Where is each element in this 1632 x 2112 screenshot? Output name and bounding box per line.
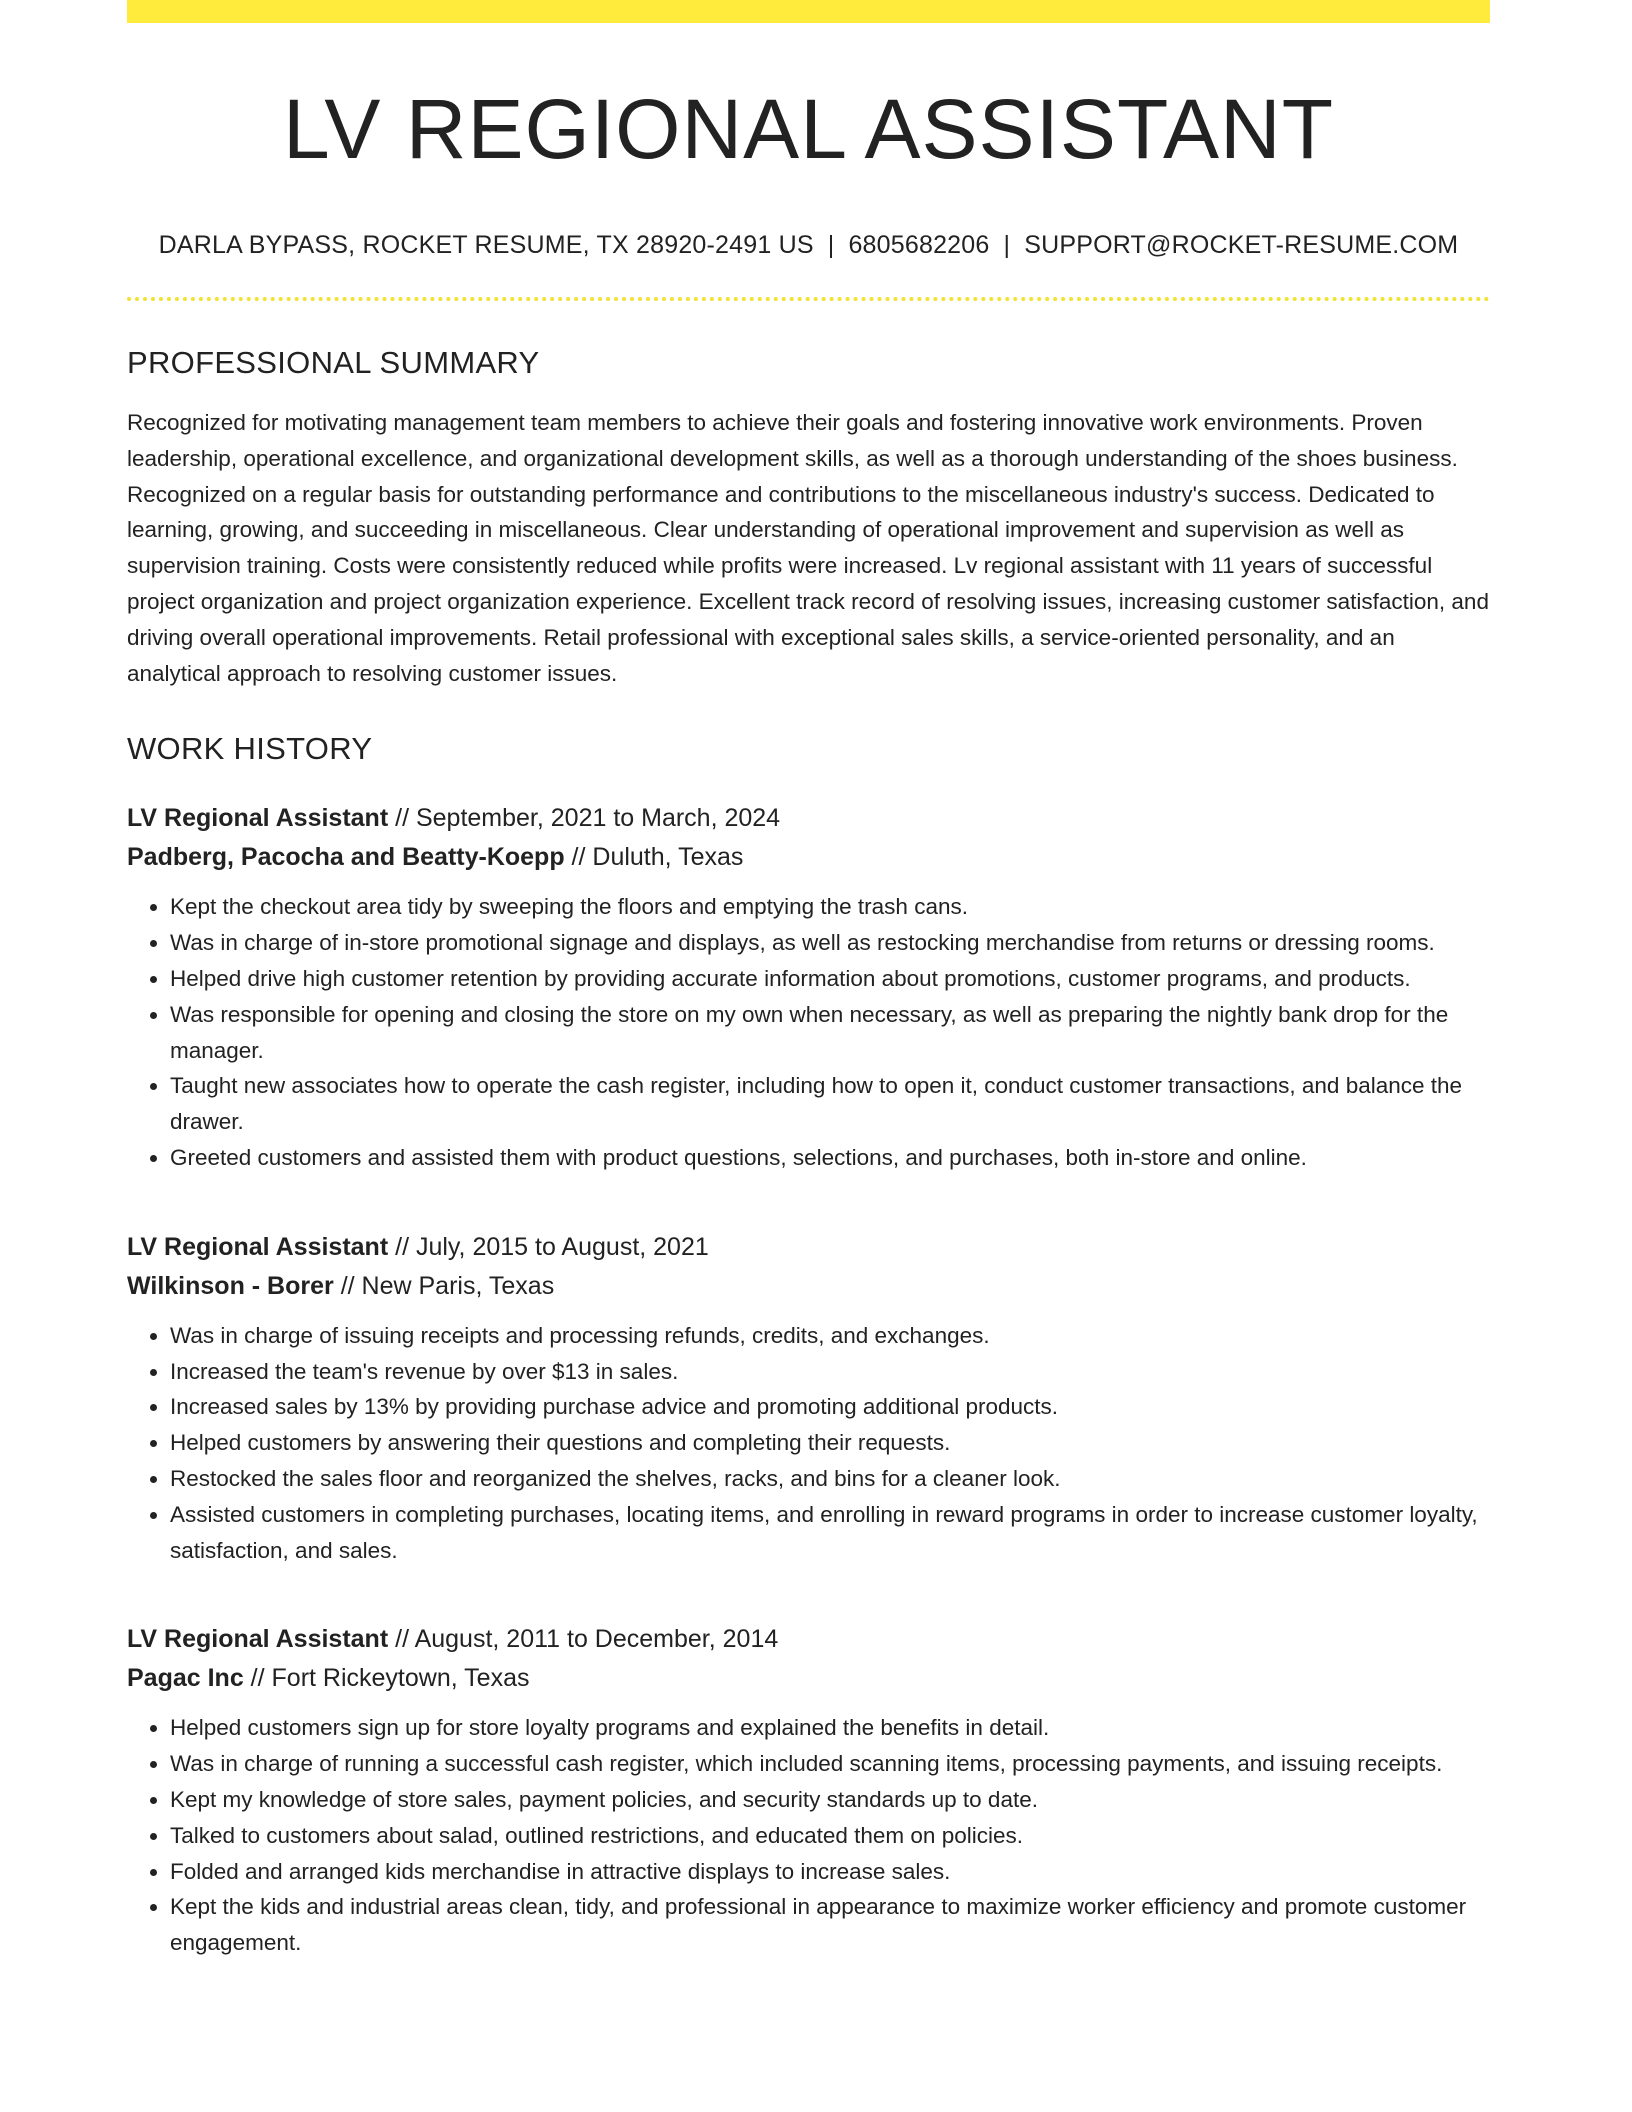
job-company-line — [127, 1659, 1490, 1698]
job-bullets — [127, 889, 1490, 1175]
resume-page — [127, 0, 1490, 1961]
job-role: LV Regional Assistant — [127, 1232, 389, 1261]
job-company: Wilkinson - Borer — [127, 1271, 334, 1300]
job-entry — [127, 1620, 1490, 1961]
job-bullet: • Was in charge of running a successful cash register, which included scanning items, processing payments, and issuing receipts. — [170, 1746, 1490, 1782]
job-bullet: • Helped customers sign up for store loyalty programs and explained the benefits in detail. — [170, 1710, 1490, 1746]
job-company-line — [127, 838, 1490, 877]
contact-line — [127, 231, 1490, 260]
contact-separator: | — [1003, 231, 1011, 259]
job-company: Pagac Inc — [127, 1664, 244, 1693]
job-bullet: • Helped drive high customer retention by providing accurate information about promotions, customer programs, and products. — [170, 961, 1490, 997]
contact-email: SUPPORT@ROCKET-RESUME.COM — [1024, 231, 1459, 259]
job-bullet: • Was responsible for opening and closing the store on my own when necessary, as well as preparing the nightly bank drop for the manager. — [170, 997, 1490, 1069]
job-location: // New Paris, Texas — [333, 1271, 555, 1300]
summary-text: Recognized for motivating management team members to achieve their goals and fostering innovative work environments. Proven leadership, operational excellence, and organizational development skills, as well as a thorough understanding of the shoes business. Recognized on a regular basis for outstanding performance and contributions to the miscellaneous industry's success. Dedicated to learning, growing, and succeeding in miscellaneous. Clear understanding of operational improvement and supervision as well as supervision training. Costs were consistently reduced while profits were increased. Lv regional assistant with 11 years of successful project organization and project organization experience. Excellent track record of resolving issues, increasing customer satisfaction, and driving overall operational improvements. Retail professional with exceptional sales skills, a service-oriented personality, and an analytical approach to resolving customer issues. — [127, 410, 1489, 686]
job-bullet: • Was in charge of issuing receipts and processing refunds, credits, and exchanges. — [170, 1318, 1490, 1354]
job-bullet: • Restocked the sales floor and reorganized the shelves, racks, and bins for a cleaner look. — [170, 1461, 1490, 1497]
job-entry — [127, 1228, 1490, 1569]
job-bullet: • Greeted customers and assisted them with product questions, selections, and purchases, both in-store and online. — [170, 1140, 1490, 1176]
contact-address: DARLA BYPASS, ROCKET RESUME, TX 28920-2491 US — [158, 231, 814, 259]
job-bullets — [127, 1710, 1490, 1961]
job-title-line — [127, 799, 1490, 838]
job-dates: // August, 2011 to December, 2014 — [388, 1625, 779, 1654]
job-bullet: • Kept the kids and industrial areas clean, tidy, and professional in appearance to maximize worker efficiency and promote customer engagement. — [170, 1889, 1490, 1961]
candidate-name: LV REGIONAL ASSISTANT — [282, 82, 1335, 176]
job-role: LV Regional Assistant — [127, 1625, 389, 1654]
job-dates: // July, 2015 to August, 2021 — [388, 1232, 709, 1261]
job-location: // Fort Rickeytown, Texas — [243, 1664, 530, 1693]
job-entry — [127, 799, 1490, 1175]
work-history-heading: WORK HISTORY — [127, 731, 373, 767]
job-bullet: • Folded and arranged kids merchandise in attractive displays to increase sales. — [170, 1854, 1490, 1890]
job-role: LV Regional Assistant — [127, 804, 389, 833]
job-title-line — [127, 1228, 1490, 1267]
contact-separator: | — [827, 231, 835, 259]
job-bullet: • Increased the team's revenue by over $13 in sales. — [170, 1354, 1490, 1390]
job-company: Padberg, Pacocha and Beatty-Koepp — [127, 843, 565, 872]
job-bullet: • Kept my knowledge of store sales, payment policies, and security standards up to date. — [170, 1782, 1490, 1818]
job-title-line — [127, 1620, 1490, 1659]
job-dates: // September, 2021 to March, 2024 — [388, 804, 781, 833]
summary-heading: PROFESSIONAL SUMMARY — [127, 345, 540, 380]
job-bullet: • Talked to customers about salad, outlined restrictions, and educated them on policies. — [170, 1818, 1490, 1854]
dotted-divider — [127, 297, 1490, 301]
job-location: // Duluth, Texas — [564, 843, 744, 872]
job-bullet: • Kept the checkout area tidy by sweeping the floors and emptying the trash cans. — [170, 889, 1490, 925]
contact-phone: 6805682206 — [848, 231, 990, 259]
job-bullet: • Helped customers by answering their questions and completing their requests. — [170, 1425, 1490, 1461]
job-bullet: • Was in charge of in-store promotional signage and displays, as well as restocking merchandise from returns or dressing rooms. — [170, 925, 1490, 961]
job-bullet: • Assisted customers in completing purchases, locating items, and enrolling in reward programs in order to increase customer loyalty, satisfaction, and sales. — [170, 1497, 1490, 1569]
job-bullet: • Taught new associates how to operate the cash register, including how to open it, conduct customer transactions, and balance the drawer. — [170, 1068, 1490, 1140]
accent-bar — [127, 0, 1490, 23]
job-bullet: • Increased sales by 13% by providing purchase advice and promoting additional products. — [170, 1389, 1490, 1425]
job-bullets — [127, 1318, 1490, 1569]
job-company-line — [127, 1267, 1490, 1306]
